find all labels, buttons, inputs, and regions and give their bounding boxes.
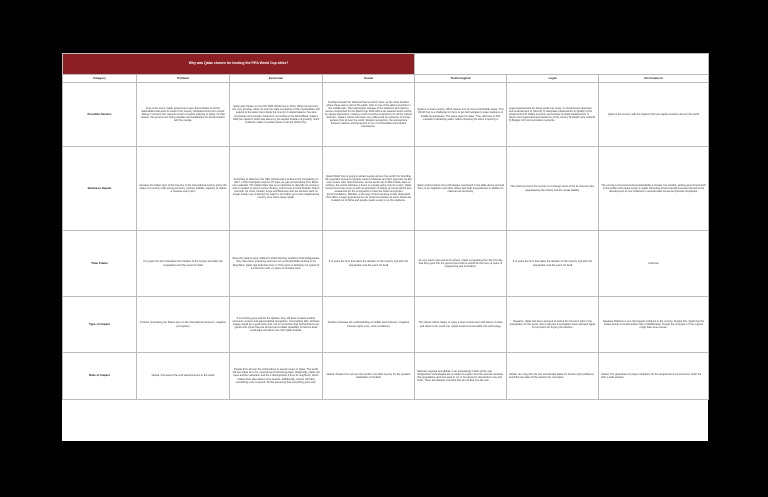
table-cell: The concept of environmental sustainability is closely, but steadily, getting government both in the public and private sector in Qatar. Mounting environmental pressure has led to the development of new initiatives in several state owned and private companies. (599, 147, 709, 231)
table-cell: Qatar could produce the technologies mentioned in the table above and sell them to its neighbors and other states with high temperatures in addition to national use obviously. (415, 147, 507, 231)
table-cell: # of years the time that takes the duration of the country and after the preparation and the event for itself (137, 231, 230, 297)
table-cell: Global, as in big (the UN can sanctionate Qatar for human right problems) and FIFA can take off the election for corruption. (507, 353, 599, 400)
header-cell: Environment (599, 75, 709, 83)
table-row (63, 297, 709, 353)
table-cell: Qatar is the country with the highest CO2 per capita emission all over the world (599, 83, 709, 147)
header-cell: Economic (230, 75, 323, 83)
spreadsheet (62, 53, 708, 441)
header-cell: Legal (507, 75, 599, 83)
row-category: Business Impact (63, 147, 137, 231)
table-cell: Since the Qataris were notified in 2010 that they would be final badges/sites, they have been preparing and have not yet finished/dismantling to be Republica. Qatar has built sites from it. This report is definitely not typical of a short term with +4 years of constant work. (230, 231, 323, 297)
table-cell: Qatar was chosen to host the 2022 World Cup in 2010. When its economy, one very growing, desk not only the state companies of the metropolitan and regions of the state that provide the country in stable balance, but also companies and provide investment. According to the World Bank, Qatar's GDP per capita in 2019 was above by the largest Arabian oil growing. Such evidence made it a perfect place to do the World Cup. (230, 83, 323, 147)
table-cell: As very said in the economic sphere, Qatar is preparing from the first day that they gave him the government that he would be the host +4 years of engineering and innovation. (415, 231, 507, 297)
table-cell: # of years the time that takes the duration of the country and after the preparation and the event for itself (507, 231, 599, 297)
table-cell: Global, first around the and watched event in the world (137, 353, 230, 400)
table-cell: Legal requirements for being world cup venue: 1) Government approves and endorsement 2) Security 3) Adequate infrastructure 4) Quality of the infrastructure 5) Stable economy and society 6) Hotel infrastructure 7) Sports and organizational experience of the country 8) Health care network 9) Budget 10) Communication networks (507, 83, 599, 147)
table-cell: The world cup force the country to a change some of the its internal rules, guaranteeing the charity and the social stability. (507, 147, 599, 231)
table-title: Why was Qatar chosen for hosting the FIFA World Cup cities? (63, 54, 415, 75)
table-cell: Global. People from all over the world in one little country for the greatest celebration of football. (323, 353, 415, 400)
table-cell: People from all over the world will go to spend money in Qatar. The world will see Qatar as a fun, peaceful and well-being place. Regionally, Qatar will have another attraction and the it distinguishes it from its neighbors, which makes them also attract more tourists. Additionally, visitors will have something more to spend. All this assuming that everything goes well. (230, 353, 323, 400)
table-row (63, 231, 709, 297)
table-cell: Positive (increase the understanding of middle east cultures) / negative (human rights more, work conditions) (323, 297, 415, 353)
table-cell: Positive (increasing the Status Quo on the International System) / negative (corruption) (137, 297, 230, 353)
table-cell: # of years the time that takes the duration of the country and after the preparation and the event for itself (323, 231, 415, 297)
row-category: Rate of impact (63, 353, 137, 400)
row-category: Time Frame (63, 231, 137, 297)
row-category: Possible Factors (63, 83, 137, 147)
table-cell: Due to the event, Qatar government open their borders to all the nationalities that want to travel to the country. Requirements prior control: Taking in account the massive inrush of people entering to Qatar, for that reason, the government being regulate and establishes for avoid problem with the people. (137, 83, 230, 147)
table-cell: Freshly-bi-beach for National Teams and for fans, as the other besides where these ask to visit of the globe. Also is one of the safest countries in the middle east. The total square mileage of the stadiums and training camps constructed for the World Cup 2022 will be air-cleaned within vicinity by square kilometers, creating a full immersive experience for all the visitors and fans. Qatar's culture has been very influenced by presence of foreign workers that sit over the world. Despite recognition, the atmosphere between nations and foreigners is one of comfortable and tolerant coexistence. (323, 83, 415, 147)
table-cell: According to data from the OEC (Observatory of Economic Complexity) in 2017, of the total Qatar imports, 87 were oil, gas and products from fields raw materials. The Qatari State has on an objective to diversify its economy. And is needed to send a server, Busing, sell income to book football. That is Kenneth, for visits, hostels, lunge and Business who we account want no longer foreign spy to Europe for watch it, but rather go to their neighbouring country, time hours away. Qatar. (230, 147, 323, 231)
header-cell: Technological (415, 75, 507, 83)
header-cell: Social (323, 75, 415, 83)
header-cell: Category (63, 75, 137, 83)
table-cell: Negative. Qatar has been accused of violent the human's right in the preparation for the event. Also it will plus investigation have accused Qatar of corruption for buying the election. (507, 297, 599, 353)
table-row (63, 353, 709, 400)
row-category: Type of impact (63, 297, 137, 353)
table-cell: The visitors will be happy to enjoy a best environment with plenty of water and close to the world cup. Qatar would commercialize this technology. (415, 297, 507, 353)
table-row (63, 83, 709, 147)
table-cell: If everything goes well for the Qataris, they will have created another economic venture and gained global recognition. If something fails, all these stages would be a good retire and. Let us remember that hydrocarbons are goods with prices that are all hard and volatile possibility is that the desk could slips and fall in love with Qatar football. (230, 297, 323, 353)
table-cell: Negative Pollution is one the biggest problems in the country, despite this, Qatar has the lowest levels of contamination rate in Middle East, though the corruption of the regions might hide some issues. (599, 297, 709, 353)
table-cell: Increase the Status Quo of the Country in the international system giving the status of a country with strong economy, tolerant stability, capacity of realize a massive event (etc) (137, 147, 230, 231)
table-cell: National, regional and global. In an increasingly hotter world, new refrigeration technologies are a market to exploit. And the several countries that populations grow but want to me in hot areas for demands to one and order. There are already countries that do not flow into the sea. (415, 353, 507, 400)
table-cell: Global. The guarantee of proper conditions for the people has to be insured in order the offer a safe election. (599, 353, 709, 400)
table-row (63, 147, 709, 231)
empty-title-area (415, 54, 709, 75)
table-cell: Qatar World Cup is going to attract people all over the world. For founding the important amount of people, based industries and their agencies we like only means. Also hotel business, as the world cup of 64km fields value of territory, the sector will have a boom on people going only for a spot. Qatar Government has come up with an approach of setting up nema (which are) restaurants for the immigrants to have the foods and proper accommodations. Besides, a two-way, Cruise Housing is also requested! This offers a huge opportunity for car rental companies as some hotels are located out of Doha and people needs a way to go the stadiums. (323, 147, 415, 231)
table-cell: Qatar is a smart country. What means a lot of most comfortable space. This World Cup is a challenge for them to get technologies to keep stadiums of livable temperatures. The same goes for water. They will have to find methods of obtaining water, follow choosing the stone importing it. (415, 83, 507, 147)
header-row (63, 75, 709, 83)
table-cell: Unknown (599, 231, 709, 297)
header-cell: Political (137, 75, 230, 83)
pest-analysis-table (62, 53, 709, 400)
